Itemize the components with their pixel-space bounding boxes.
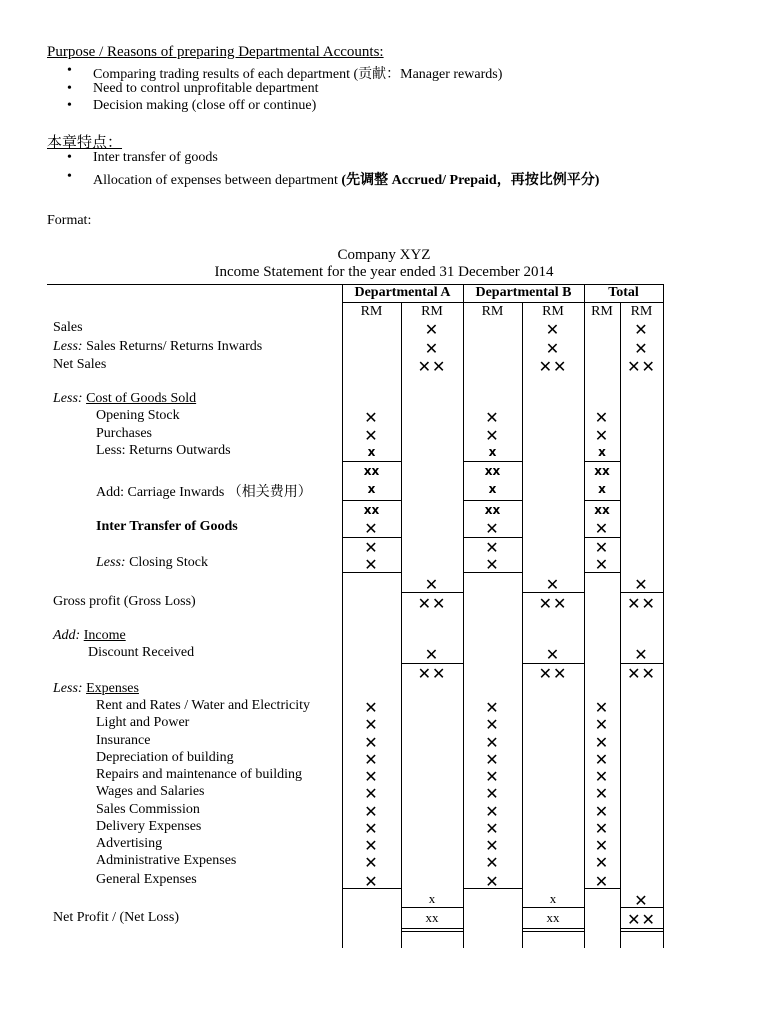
header-rm: RM — [542, 304, 564, 319]
amount-mark: ✕ — [594, 557, 610, 574]
amount-mark: ✕ — [485, 752, 500, 769]
subtotal-rule — [342, 572, 401, 573]
amount-mark: ✕ — [594, 838, 610, 855]
amount-mark: ✕ — [485, 700, 500, 717]
row-label — [96, 750, 234, 766]
row-label-text: Advertising — [96, 836, 163, 851]
row-label-text: Depreciation of building — [96, 750, 234, 765]
purpose-heading: Purpose / Reasons of preparing Departmental Accounts: — [47, 44, 384, 60]
subtotal-rule — [342, 537, 401, 538]
amount-mark: ✕ — [545, 322, 561, 339]
amount-mark: ✕ — [364, 855, 379, 872]
row-label-text: Rent and Rates / Water and Electricity — [96, 698, 310, 713]
row-label-text: Less: Returns Outwards — [96, 443, 231, 458]
row-label-text: General Expenses — [96, 872, 197, 887]
amount-mark: ✕ — [364, 428, 379, 445]
row-label — [96, 519, 238, 535]
subtotal-rule — [522, 931, 584, 932]
row-label-heading: Cost of Goods Sold — [86, 391, 197, 406]
amount-mark: ✕ — [364, 735, 379, 752]
subtotal-rule — [463, 500, 522, 501]
amount-mark: ✕ — [485, 769, 500, 786]
row-label-text: Sales — [53, 320, 83, 335]
row-label — [53, 628, 126, 644]
row-label — [96, 784, 205, 800]
header-rm: RM — [591, 304, 613, 319]
subtotal-rule — [342, 461, 401, 462]
amount-mark: ✕ — [634, 341, 649, 358]
amount-mark: ✕ — [545, 647, 561, 664]
amount-mark: ✕ — [594, 821, 610, 838]
amount-mark: ✕ — [485, 855, 500, 872]
subtotal-rule — [401, 663, 463, 664]
row-label-prefix: Less: — [96, 555, 126, 570]
subtotal-rule — [522, 663, 584, 664]
header-dept-a: Departmental A — [354, 285, 451, 300]
amount-mark: ✕ — [594, 540, 610, 557]
chapter-item-note: (先调整 Accrued/ Prepaid，再按比例平分) — [341, 173, 600, 188]
bullet-icon: • — [67, 169, 72, 184]
chapter-item-text: Allocation of expenses between department — [93, 173, 338, 188]
row-label-text: Sales Returns/ Returns Inwards — [82, 339, 263, 354]
amount-mark: ✕ — [485, 735, 500, 752]
bullet-icon: • — [67, 63, 72, 78]
subtotal-rule — [584, 572, 620, 573]
header-rm: RM — [481, 304, 504, 319]
amount-mark: ✕ — [364, 874, 379, 891]
row-label-prefix: Less: — [53, 339, 83, 354]
row-label — [53, 320, 83, 336]
row-label — [96, 853, 236, 869]
row-label-heading: Income — [83, 628, 126, 643]
amount-mark: x — [598, 445, 606, 459]
amount-mark: x — [598, 482, 606, 496]
amount-mark: ✕ — [424, 322, 440, 339]
amount-mark: ✕✕ — [538, 359, 568, 376]
amount-mark: ✕ — [364, 786, 379, 803]
row-label — [53, 594, 196, 610]
amount-mark: ✕ — [485, 540, 500, 557]
column-rule — [620, 302, 621, 948]
amount-mark: ✕ — [485, 521, 500, 538]
row-label — [53, 681, 139, 697]
row-label — [96, 872, 197, 888]
subtotal-rule — [522, 907, 584, 908]
amount-mark: x — [488, 482, 497, 496]
amount-mark: ✕ — [364, 540, 379, 557]
amount-mark: ✕ — [594, 804, 610, 821]
row-label-text: Insurance — [96, 733, 151, 748]
amount-mark: ✕ — [594, 735, 610, 752]
amount-mark: xx — [484, 503, 501, 517]
amount-mark: xx — [363, 503, 380, 517]
amount-mark: ✕ — [634, 647, 649, 664]
amount-mark: x — [367, 482, 376, 496]
header-rm: RM — [630, 304, 653, 319]
amount-mark: ✕ — [485, 874, 500, 891]
row-label-text: Inter Transfer of Goods — [96, 519, 238, 534]
row-label-text: Net Sales — [53, 357, 107, 372]
row-label-text: Gross profit (Gross Loss) — [53, 594, 196, 609]
format-label: Format: — [47, 213, 92, 228]
subtotal-rule — [342, 500, 401, 501]
subtotal-rule — [620, 663, 663, 664]
amount-mark: ✕✕ — [417, 359, 447, 376]
amount-mark: x — [549, 891, 557, 906]
row-label-text: Closing Stock — [125, 555, 209, 570]
amount-mark: ✕ — [364, 700, 379, 717]
bullet-icon: • — [67, 150, 72, 165]
row-label — [53, 910, 179, 926]
amount-mark: ✕ — [485, 410, 500, 427]
row-label-text: Net Profit / (Net Loss) — [53, 910, 179, 925]
subtotal-rule — [401, 592, 463, 593]
amount-mark: ✕ — [364, 521, 379, 538]
amount-mark: ✕ — [594, 410, 610, 427]
amount-mark: ✕ — [545, 577, 561, 594]
subtotal-rule — [620, 928, 663, 929]
amount-mark: ✕ — [594, 786, 610, 803]
amount-mark: ✕ — [424, 577, 440, 594]
amount-mark: ✕✕ — [417, 596, 447, 613]
row-label — [96, 802, 200, 818]
row-label-text: Wages and Salaries — [96, 784, 205, 799]
amount-mark: ✕ — [485, 821, 500, 838]
amount-mark: xx — [594, 464, 610, 478]
amount-mark: ✕ — [594, 752, 610, 769]
amount-mark: xx — [594, 503, 610, 517]
row-label-text: Repairs and maintenance of building — [96, 767, 303, 782]
amount-mark: ✕ — [594, 521, 610, 538]
amount-mark: ✕ — [594, 769, 610, 786]
amount-mark: ✕ — [364, 838, 379, 855]
amount-mark: ✕ — [594, 717, 610, 734]
row-label — [96, 698, 310, 714]
header-rm: RM — [421, 304, 443, 319]
subtotal-rule — [522, 928, 584, 929]
amount-mark: x — [488, 445, 497, 459]
subtotal-rule — [463, 461, 522, 462]
amount-mark: ✕ — [594, 855, 610, 872]
amount-mark: ✕ — [424, 341, 440, 358]
subtotal-rule — [401, 931, 463, 932]
amount-mark: ✕✕ — [627, 596, 656, 613]
subtotal-rule — [584, 888, 620, 889]
row-label-text: Discount Received — [88, 645, 195, 660]
amount-mark: ✕✕ — [627, 912, 656, 929]
amount-mark: ✕ — [545, 341, 561, 358]
amount-mark: x — [428, 891, 436, 906]
amount-mark: ✕✕ — [538, 596, 568, 613]
header-rule — [342, 302, 663, 303]
bullet-icon: • — [67, 98, 72, 113]
row-label — [96, 767, 302, 783]
subtotal-rule — [463, 572, 522, 573]
header-total: Total — [608, 285, 639, 300]
amount-mark: ✕ — [485, 804, 500, 821]
row-label-text: Add: Carriage Inwards （相关费用） — [96, 485, 312, 500]
amount-mark: ✕ — [364, 557, 379, 574]
amount-mark: ✕ — [634, 893, 649, 910]
row-label-text: Light and Power — [96, 715, 190, 730]
column-rule — [663, 284, 664, 948]
amount-mark: ✕ — [424, 647, 440, 664]
column-rule — [401, 302, 402, 948]
column-rule — [522, 302, 523, 948]
subtotal-rule — [342, 888, 401, 889]
purpose-item: Comparing trading results of each department (贡献：Manager rewards) — [93, 67, 503, 82]
subtotal-rule — [522, 592, 584, 593]
amount-mark: ✕ — [594, 700, 610, 717]
subtotal-rule — [620, 907, 663, 908]
subtotal-rule — [584, 500, 620, 501]
row-label-prefix: Add: — [53, 628, 81, 643]
amount-mark: ✕ — [485, 838, 500, 855]
row-label-prefix: Less: — [53, 681, 83, 696]
amount-mark: ✕✕ — [627, 666, 656, 683]
amount-mark: ✕ — [364, 821, 379, 838]
chapter-heading: 本章特点： — [47, 135, 123, 151]
row-label — [96, 819, 201, 835]
row-label-text: Administrative Expenses — [96, 853, 237, 868]
header-rm: RM — [360, 304, 383, 319]
bullet-icon: • — [67, 81, 72, 96]
chapter-item — [93, 169, 599, 189]
amount-mark: ✕✕ — [417, 666, 447, 683]
subtotal-rule — [401, 907, 463, 908]
row-label-text: Sales Commission — [96, 802, 200, 817]
row-label-heading: Expenses — [86, 681, 139, 696]
amount-mark: ✕ — [485, 428, 500, 445]
row-label — [96, 715, 189, 731]
subtotal-rule — [620, 592, 663, 593]
amount-mark: ✕ — [364, 717, 379, 734]
amount-mark: ✕✕ — [627, 359, 656, 376]
amount-mark: xx — [425, 910, 439, 925]
amount-mark: xx — [484, 464, 501, 478]
amount-mark: ✕ — [485, 717, 500, 734]
amount-mark: ✕ — [485, 786, 500, 803]
amount-mark: ✕ — [634, 322, 649, 339]
row-label — [53, 357, 106, 373]
amount-mark: ✕ — [364, 769, 379, 786]
amount-mark: xx — [546, 910, 560, 925]
amount-mark: ✕ — [634, 577, 649, 594]
amount-mark: xx — [363, 464, 380, 478]
amount-mark: ✕ — [364, 752, 379, 769]
row-label-text: Opening Stock — [96, 408, 180, 423]
amount-mark: ✕✕ — [538, 666, 568, 683]
purpose-item: Decision making (close off or continue) — [93, 98, 317, 113]
row-label — [53, 339, 262, 355]
row-label — [96, 426, 152, 442]
amount-mark: ✕ — [364, 804, 379, 821]
row-label — [53, 391, 196, 407]
row-label — [96, 481, 312, 501]
row-label — [96, 733, 150, 749]
amount-mark: ✕ — [364, 410, 379, 427]
purpose-item: Need to control unprofitable department — [93, 81, 319, 96]
amount-mark: ✕ — [485, 557, 500, 574]
row-label — [96, 408, 180, 424]
company-name: Company XYZ — [337, 247, 431, 263]
row-label — [88, 645, 194, 661]
amount-mark: ✕ — [594, 428, 610, 445]
subtotal-rule — [463, 537, 522, 538]
subtotal-rule — [620, 931, 663, 932]
amount-mark: x — [367, 445, 376, 459]
row-label — [96, 555, 208, 571]
row-label-prefix: Less: — [53, 391, 83, 406]
row-label-text: Delivery Expenses — [96, 819, 202, 834]
statement-title: Income Statement for the year ended 31 December 2014 — [214, 264, 554, 280]
subtotal-rule — [401, 928, 463, 929]
amount-mark: ✕ — [594, 874, 610, 891]
subtotal-rule — [584, 537, 620, 538]
row-label-text: Purchases — [96, 426, 152, 441]
row-label — [96, 443, 231, 459]
subtotal-rule — [584, 461, 620, 462]
chapter-item: Inter transfer of goods — [93, 150, 218, 165]
header-dept-b: Departmental B — [475, 285, 572, 300]
row-label — [96, 836, 162, 852]
subtotal-rule — [463, 888, 522, 889]
